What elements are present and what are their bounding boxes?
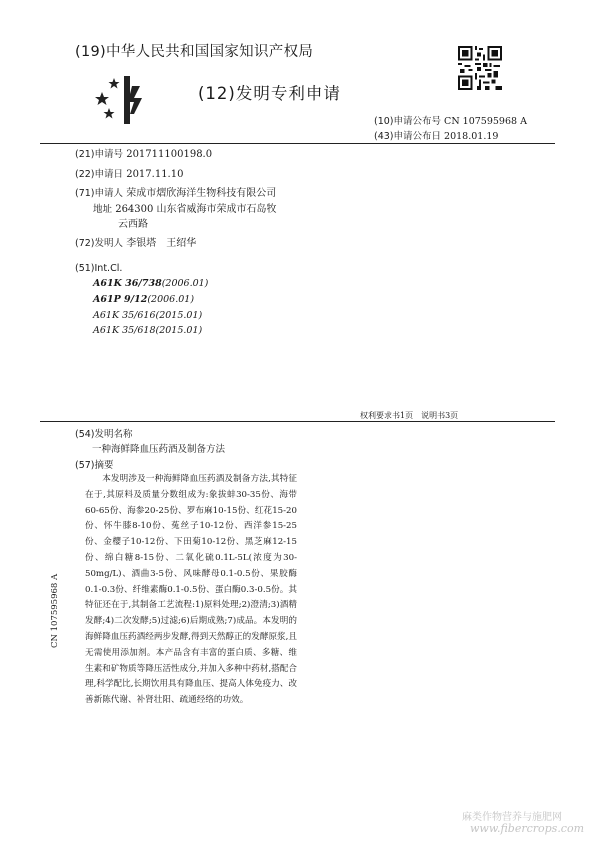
watermark-url: www.fibercrops.com	[470, 822, 585, 835]
abstract-text: 本发明涉及一种海鲜降血压药酒及制备方法,其特征在于,其原料及质量分数组成为:象拔蚌30-35份、海带60-65份、海参20-25份、罗布麻10-15份、红花15-20份、怀牛膝8-10份、菟丝子10-12份、西洋参15-25份、金樱子10-12份、下田菊10-12份、黑芝麻12-15份、绵白糖8-15份、二氧化硫0.1L-5L(浓度为30-50mg/L)、酒曲3-5份、风味酵母0.1-0.5份、果胶酶0.1-0.3份、纤维素酶0.1-0.5份、蛋白酶0.3-0.5份。其特征还在于,其制备工艺流程:1)原料处理;2)澄清;3)酒精发酵;4)二次发酵;5)过滤;6)后期成熟;7)成品。本发明的海鲜降血压药酒经两步发酵,得到天然醇正的发酵原浆,且无需使用添加剂。本产品含有丰富的蛋白质、多糖、维生素和矿物质等降压活性成分,并加入多种中药材,搭配合理,科学配比,长期饮用具有降血压、提高人体免疫力、改善新陈代谢、补肾壮阳、疏通经络的功效。	[85, 474, 297, 706]
ipc-version: (2006.01)	[161, 278, 209, 289]
application-number-label: (21)申请号	[75, 149, 124, 160]
int-cl-label: (51)Int.Cl.	[75, 263, 123, 274]
ipc-entry	[93, 325, 202, 336]
ipc-version: (2015.01)	[155, 325, 203, 336]
inventors	[75, 237, 196, 251]
applicant-value: 荣成市熠欣海洋生物科技有限公司	[126, 188, 277, 199]
ipc-entry	[93, 294, 194, 305]
application-number	[75, 148, 212, 162]
ipc-code: A61K 36/738	[93, 278, 162, 289]
ipc-code: A61P 9/12	[93, 294, 148, 305]
ipc-entry	[93, 278, 208, 289]
invention-name-label: (54)发明名称	[75, 429, 133, 440]
application-date-label: (22)申请日	[75, 169, 124, 180]
patent-office-emblem-icon	[94, 72, 152, 130]
page-count-note: 权利要求书1页 说明书3页	[360, 411, 459, 420]
document-type: (12)发明专利申请	[198, 84, 341, 103]
qr-code-icon	[458, 46, 502, 90]
publication-number-value: CN 107595968 A	[444, 116, 527, 127]
abstract-divider	[40, 421, 555, 422]
issuing-office: (19)中华人民共和国国家知识产权局	[75, 44, 314, 60]
publication-date-label: (43)申请公布日	[374, 131, 442, 142]
application-number-value: 201711100198.0	[126, 149, 213, 160]
publication-number-label: (10)申请公布号	[374, 116, 442, 127]
header-divider	[40, 143, 555, 144]
invention-name: 一种海鲜降血压药酒及制备方法	[92, 444, 226, 455]
address-line2: 云西路	[118, 219, 148, 230]
applicant-label: (71)申请人	[75, 188, 124, 199]
inventors-value: 李银塔 王绍华	[126, 238, 197, 249]
application-date-value: 2017.11.10	[126, 169, 184, 180]
ipc-entry	[93, 310, 202, 321]
side-publication-code: CN 107595968 A	[50, 573, 60, 648]
address-label: 地址	[93, 204, 113, 215]
ipc-code: A61K 35/618	[93, 325, 156, 336]
ipc-code: A61K 35/616	[93, 310, 156, 321]
address-line1: 264300 山东省威海市荣成市石岛牧	[115, 204, 277, 215]
ipc-version: (2006.01)	[147, 294, 195, 305]
applicant	[75, 187, 276, 201]
publication-date	[374, 128, 498, 142]
application-date	[75, 168, 183, 182]
inventors-label: (72)发明人	[75, 238, 124, 249]
publication-date-value: 2018.01.19	[444, 131, 499, 142]
abstract-label: (57)摘要	[75, 460, 114, 471]
ipc-version: (2015.01)	[155, 310, 203, 321]
watermark-site-name: 麻类作物营养与施肥网	[462, 812, 562, 823]
publication-number	[374, 113, 527, 127]
address	[93, 203, 277, 217]
